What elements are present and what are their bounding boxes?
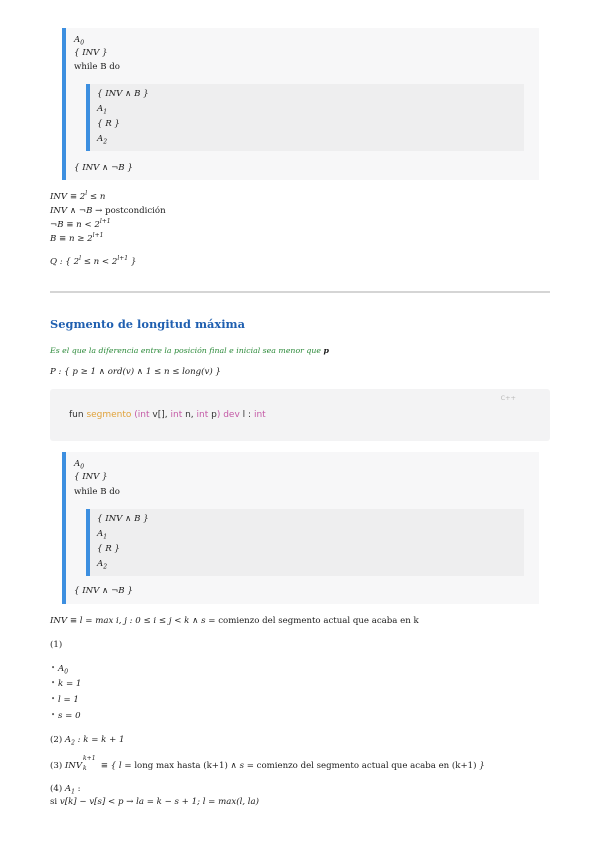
postcondition-line: INV ∧ ¬B → postcondición (50, 206, 166, 216)
step-1-label: (1) (50, 640, 63, 650)
step-4-label: (4) $A_1$ : (50, 784, 81, 796)
algorithm-callout-2 (62, 452, 539, 604)
step-3: (3) INV k+1 k ≡ { l = long max hasta (k+1) ∧ s = comienzo del segmento actual que acaba en (k+1) } (50, 755, 485, 772)
loop-line-1: { INV ∧ B } (97, 89, 149, 99)
section-note: Es el que la diferencia entre la posición final e inicial sea menor que p (50, 346, 329, 355)
a0-line: $A_0$ (74, 459, 85, 471)
b-definition: $B \equiv n \ge 2^{l+1}$ (50, 232, 104, 244)
precondition: P : { p ≥ 1 ∧ ord(v) ∧ 1 ≤ n ≤ long(v) } (50, 367, 221, 377)
step-4-expression: si v[k] − v[s] < p → la = k − s + 1; l = max(l, la) (50, 797, 260, 807)
inv-definition-2: INV ≡ l = max i, j : 0 ≤ i ≤ j < k ∧ s = comienzo del segmento actual que acaba en k (50, 616, 419, 626)
section-title: Segmento de longitud máxima (50, 317, 245, 331)
section-divider (50, 291, 550, 293)
list-item: • s = 0 (58, 711, 81, 721)
loop-line-2: $A_1$ (97, 529, 108, 541)
post-line: { INV ∧ ¬B } (74, 163, 133, 173)
while-line: while B do (74, 62, 120, 72)
loop-line-4: $A_2$ (97, 134, 108, 146)
loop-line-2: $A_1$ (97, 104, 108, 116)
q-definition: Q : { $2^l \le n < 2^{l+1}$ } (50, 255, 137, 267)
while-line: while B do (74, 487, 120, 497)
a0-line: $A_0$ (74, 35, 85, 47)
step-2: (2) $A_2$ : k = k + 1 (50, 735, 125, 747)
list-item: • $A_0$ (58, 664, 68, 674)
loop-line-3: { R } (97, 119, 120, 129)
loop-body-callout-1 (86, 84, 524, 151)
code-language-label: C++ (500, 394, 516, 402)
post-line: { INV ∧ ¬B } (74, 586, 133, 596)
loop-line-3: { R } (97, 544, 120, 554)
inv-definition: INV ≡ $2^l \le n$ (50, 190, 106, 202)
inv-line: { INV } (74, 48, 108, 58)
code-block (50, 389, 550, 441)
function-signature: fun segmento (int v[], int n, int p) dev l : int (69, 410, 266, 420)
list-item: • k = 1 (58, 679, 81, 689)
loop-line-1: { INV ∧ B } (97, 514, 149, 524)
loop-body-callout-2 (86, 509, 524, 576)
inv-line: { INV } (74, 472, 108, 482)
algorithm-callout-1 (62, 28, 539, 180)
not-b-definition: ¬B ≡ $n < 2^{l+1}$ (50, 218, 111, 230)
loop-line-4: $A_2$ (97, 559, 108, 571)
list-item: • l = 1 (58, 695, 79, 705)
